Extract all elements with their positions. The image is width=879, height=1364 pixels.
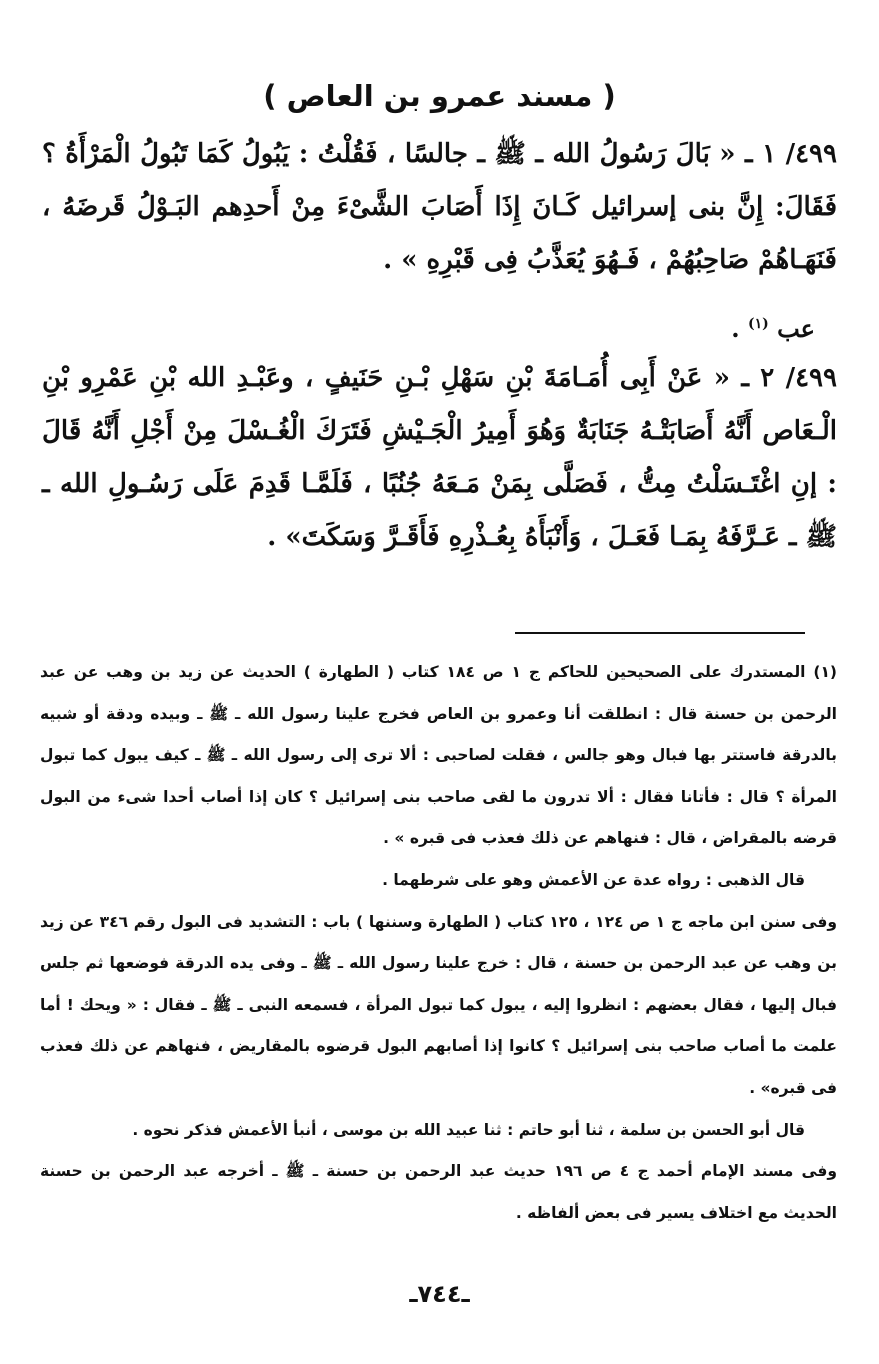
footnote-paragraph: قال الذهبى : رواه عدة عن الأعمش وهو على شرطهما . (382, 870, 805, 889)
footnotes (40, 652, 837, 1234)
source-abbrev: عب (777, 314, 815, 343)
footnote-paragraph: (١) المستدرك على الصحيحين للحاكم ج ١ ص ١٨٤ كتاب ( الطهارة ) الحديث عن زيد بن وهب عن عبد الرحمن بن حسنة قال : انطلقت أنا وعمرو بن العاص فخرج علينا رسول الله ـ ﷺ ـ وبيده ودقة أو شبيه بالدرقة فاستتر بها فبال وهو جالس ، فقلت لصاحبى : ألا ترى إلى رسول الله ـ ﷺ ـ كيف يبول كما تبول المرأة ؟ قال : فأتانا فقال : ألا تدرون ما لقى صاحب بنى إسرائيل ؟ كان إذا أصاب أحدا شىء من البول قرضه بالمقراض ، قال : فنهاهم عن ذلك فعذب فى قبره » . (40, 663, 837, 848)
footnote-divider (515, 632, 805, 634)
section-title: ( مسند عمرو بن العاص ) (263, 79, 616, 113)
hadith-2: ٤٩٩/ ٢ ـ « عَنْ أَبِى أُمَـامَةَ بْنِ سَهْلِ بْـنِ حَنَيفٍ ، وعَبْـدِ الله بْنِ عَمْرِو بْنِ الْـعَاص أَنَّهُ أَصَابَتْـهُ جَنَابَةٌ وَهُوَ أَمِيرُ الْجَـيْشِ فَتَرَكَ الْغُـسْلَ مِنْ أَجْلِ أَنَّهُ قَالَ : إنِ اغْتَـسَلْتُ مِتُّ ، فَصَلَّى بِمَنْ مَـعَهُ جُنُبًا ، فَلَمَّـا قَدِمَ عَلَى رَسُـولِ الله ـ ﷺ ـ عَـرَّفَهُ بِمَـا فَعَـلَ ، وَأَنْبَأَهُ بِعُـذْرِهِ فَأَقَـرَّ وَسَكَتَ» . (42, 363, 837, 552)
page-number: ـ٧٤٤ـ (409, 1280, 470, 1308)
footnote-marker: (١) (747, 316, 769, 332)
footnote-paragraph: وفى سنن ابن ماجه ج ١ ص ١٢٤ ، ١٢٥ كتاب ( الطهارة وسننها ) باب : التشديد فى البول رقم ٣٤٦ عن زيد بن وهب عن عبد الرحمن بن حسنة ، قال : خرج علينا رسول الله ـ ﷺ ـ وفى يده الدرقة فوضعها ثم جلس فبال إليها ، فقال بعضهم : انظروا إليه ، يبول كما تبول المرأة ، فسمعه النبى ـ ﷺ ـ فقال : « ويحك ! أما علمت ما أصاب صاحب بنى إسرائيل ؟ كانوا إذا أصابهم البول قرضوه بالمقاريض ، فنهاهم عن ذلك فعذب فى قبره» . (40, 912, 837, 1097)
hadith-1: ٤٩٩/ ١ ـ « بَالَ رَسُولُ الله ـ ﷺ ـ جالسًا ، فَقُلْتُ : يَبُولُ كَمَا تَبُولُ الْمَرْأَةُ ؟ فَقَالَ: إِنَّ بنى إسرائيل كَـانَ إِذَا أَصَابَ الشَّىْءَ مِنْ أَحدِهم البَـوْلُ قَرضَهُ ، فَنَهَـاهُمْ صَاحِبُهُمْ ، فَـهُوَ يُعَذَّبُ فِى قَبْرِهِ » . (42, 139, 837, 275)
footnote-paragraph: وفى مسند الإمام أحمد ج ٤ ص ١٩٦ حديث عبد الرحمن بن حسنة ـ ﷺ ـ أخرجه عبد الرحمن بن حسنة الحديث مع اختلاف يسير فى بعض ألفاظه . (40, 1162, 837, 1222)
reference-end: . (731, 314, 740, 343)
footnote-paragraph: قال أبو الحسن بن سلمة ، ثنا أبو حاتم : ثنا عبيد الله بن موسى ، أنبأ الأعمش فذكر نحوه . (132, 1120, 805, 1139)
source-reference (731, 304, 815, 349)
